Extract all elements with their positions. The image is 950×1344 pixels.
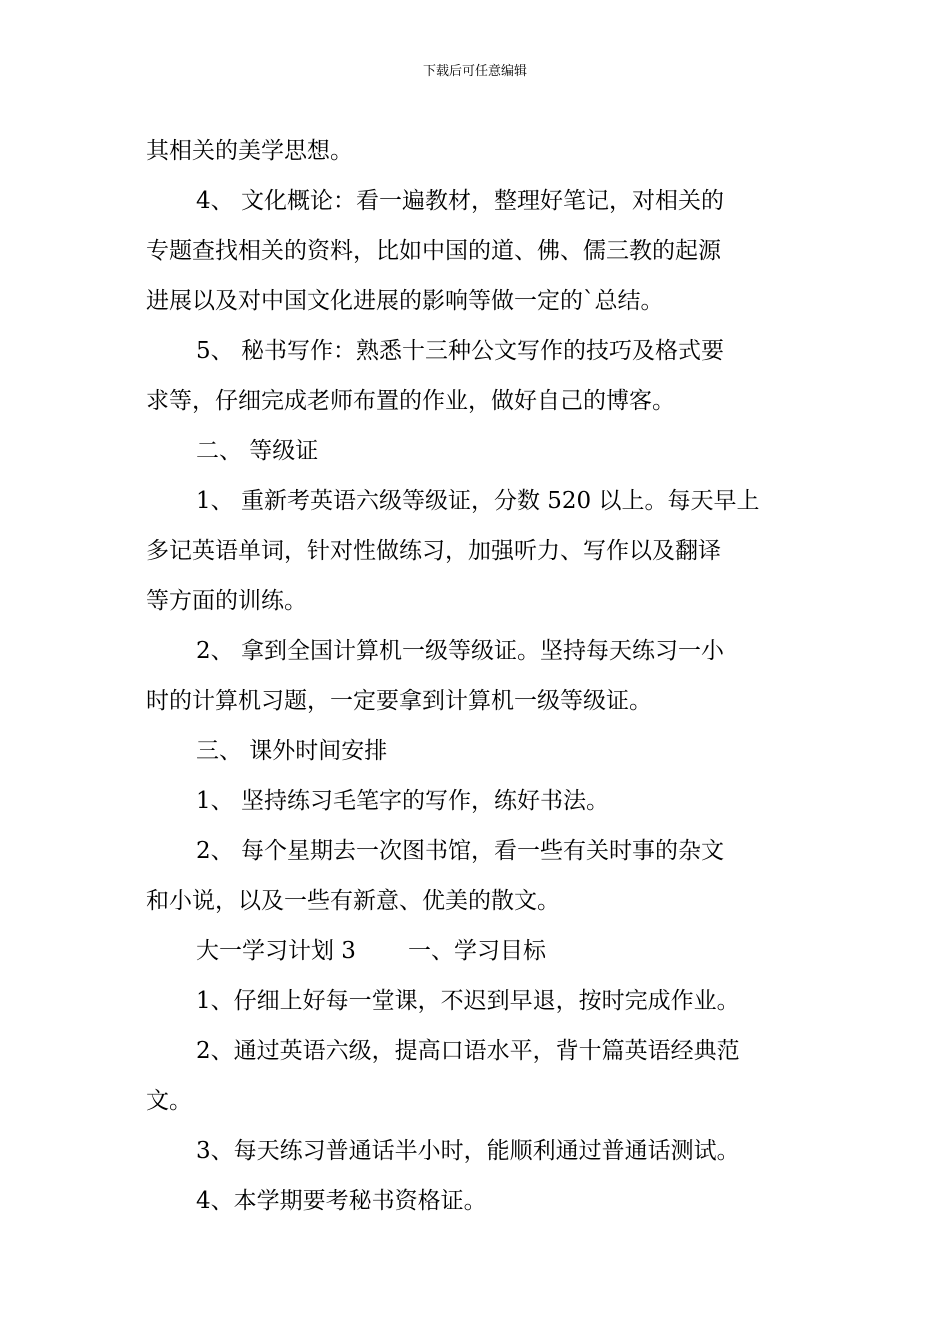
- section-heading: 二、 等级证: [196, 438, 319, 464]
- paragraph-line: 4、 文化概论：看一遍教材，整理好笔记，对相关的: [196, 188, 724, 214]
- paragraph-line: 2、 每个星期去一次图书馆，看一些有关时事的杂文: [196, 838, 724, 864]
- paragraph-line: 和小说，以及一些有新意、优美的散文。: [146, 888, 560, 914]
- paragraph-line: 2、通过英语六级，提高口语水平，背十篇英语经典范: [196, 1038, 740, 1064]
- paragraph-line: 等方面的训练。: [146, 588, 307, 614]
- paragraph-line: 1、 重新考英语六级等级证，分数 520 以上。每天早上: [196, 488, 760, 514]
- paragraph-line: 1、 坚持练习毛笔字的写作，练好书法。: [196, 788, 609, 814]
- paragraph-line: 多记英语单词，针对性做练习，加强听力、写作以及翻译: [146, 538, 721, 564]
- paragraph-line: 进展以及对中国文化进展的影响等做一定的`总结。: [146, 288, 664, 314]
- paragraph-line: 求等，仔细完成老师布置的作业，做好自己的博客。: [146, 388, 675, 414]
- paragraph-line: 4、本学期要考秘书资格证。: [196, 1188, 487, 1214]
- paragraph-line: 时的计算机习题，一定要拿到计算机一级等级证。: [146, 688, 652, 714]
- page-header: 下载后可任意编辑: [422, 64, 527, 79]
- paragraph-line: 文。: [146, 1088, 192, 1114]
- paragraph-line: 其相关的美学思想。: [146, 138, 353, 164]
- plan-title-line: [146, 926, 810, 976]
- plan-title: 大一学习计划 3: [196, 938, 356, 964]
- document-body: [146, 126, 810, 1226]
- paragraph-line: 5、 秘书写作：熟悉十三种公文写作的技巧及格式要: [196, 338, 724, 364]
- paragraph-line: 1、仔细上好每一堂课，不迟到早退，按时完成作业。: [196, 988, 740, 1014]
- section-heading: 一、学习目标: [407, 938, 546, 964]
- paragraph-line: 2、 拿到全国计算机一级等级证。坚持每天练习一小: [196, 638, 724, 664]
- section-heading: 三、 课外时间安排: [196, 738, 388, 764]
- paragraph-line: 3、每天练习普通话半小时，能顺利通过普通话测试。: [196, 1138, 740, 1164]
- paragraph-line: 专题查找相关的资料，比如中国的道、佛、儒三教的起源: [146, 238, 721, 264]
